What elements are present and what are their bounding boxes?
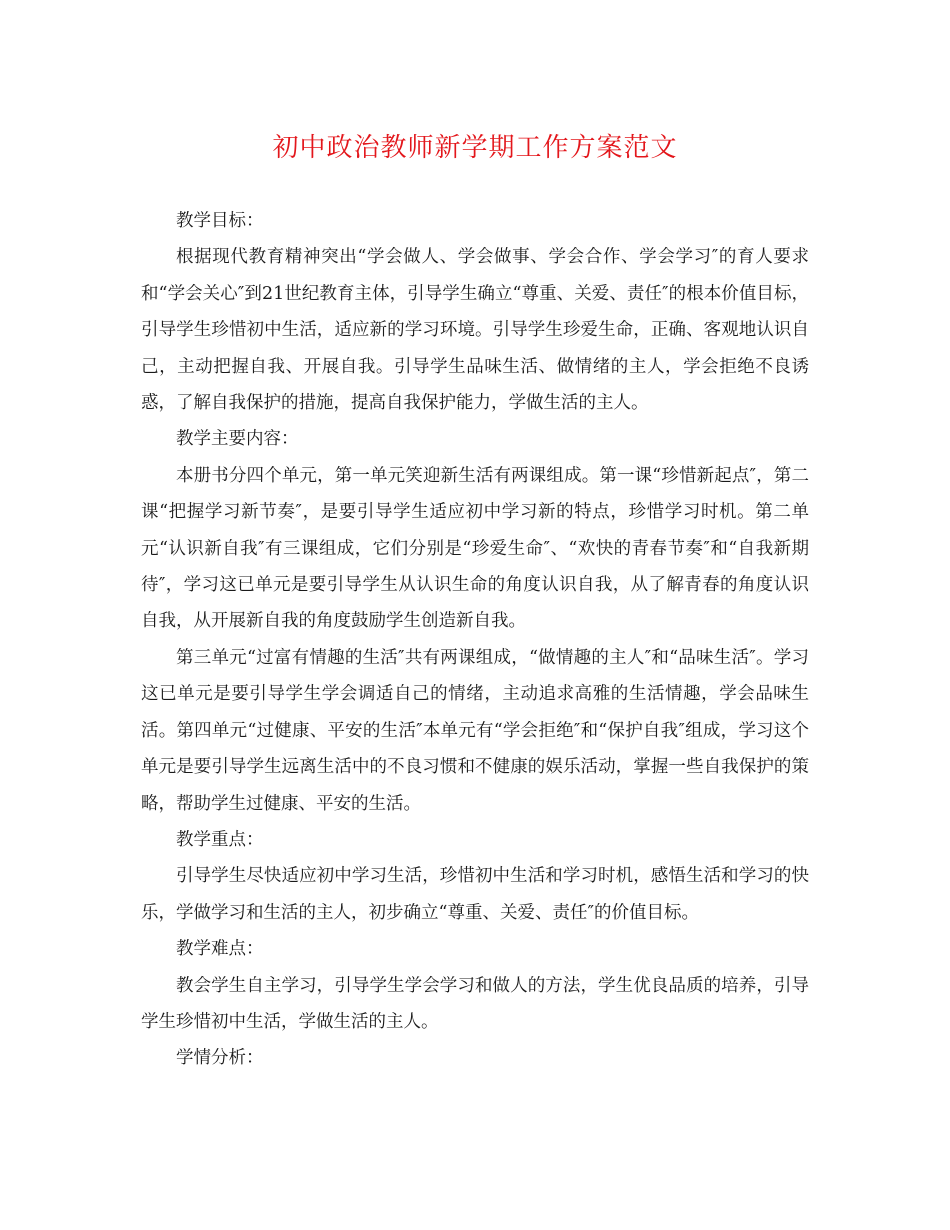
section-heading-student-analysis: 学情分析： bbox=[176, 1048, 264, 1069]
section-heading-teaching-goals: 教学目标： bbox=[176, 211, 264, 231]
paragraph-teaching-goals: 根据现代教育精神突出“学会做人、学会做事、学会合作、学会学习″的育人要求和“学会关心″到21世纪教育主体，引导学生确立“尊重、关爱、责任″的根本价值目标，引导学生珍惜初中生活，适应新的学习环境。引导学生珍爱生命，正确、客观地认识自己，主动把握自我、开展自我。引导学生品味生活、做情绪的主人，学会拒绝不良诱惑，了解自我保护的措施，提高自我保护能力，学做生活的主人。 bbox=[141, 247, 809, 414]
paragraph-difficulties: 教会学生自主学习，引导学生学会学习和做人的方法，学生优良品质的培养，引导学生珍惜初中生活，学做生活的主人。 bbox=[141, 975, 809, 1032]
paragraph-main-content-2: 第三单元“过富有情趣的生活″共有两课组成，“做情趣的主人″和“品味生活″。学习这已单元是要引导学生学会调适自己的情绪，主动追求高雅的生活情趣，学会品味生活。第四单元“过健康、平安的生活″本单元有“学会拒绝″和“保护自我″组成，学习这个单元是要引导学生远离生活中的不良习惯和不健康的娱乐活动，掌握一些自我保护的策略，帮助学生过健康、平安的生活。 bbox=[141, 647, 809, 814]
paragraph-key-points: 引导学生尽快适应初中学习生活，珍惜初中生活和学习时机，感悟生活和学习的快乐，学做学习和生活的主人，初步确立“尊重、关爱、责任″的价值目标。 bbox=[141, 866, 809, 923]
section-heading-main-content: 教学主要内容： bbox=[176, 429, 299, 450]
document-body bbox=[141, 203, 809, 1077]
section-heading-difficulties: 教学难点： bbox=[176, 939, 264, 960]
document-title: 初中政治教师新学期工作方案范文 bbox=[272, 133, 678, 163]
section-heading-key-points: 教学重点： bbox=[176, 829, 264, 850]
paragraph-main-content-1: 本册书分四个单元，第一单元笑迎新生活有两课组成。第一课“珍惜新起点″，第二课“把握学习新节奏″，是要引导学生适应初中学习新的特点，珍惜学习时机。第二单元“认识新自我″有三课组成，它们分别是“珍爱生命″、“欢快的青春节奏″和“自我新期待″，学习这已单元是要引导学生从认识生命的角度认识自我，从了解青春的角度认识自我，从开展新自我的角度鼓励学生创造新自我。 bbox=[141, 465, 809, 632]
